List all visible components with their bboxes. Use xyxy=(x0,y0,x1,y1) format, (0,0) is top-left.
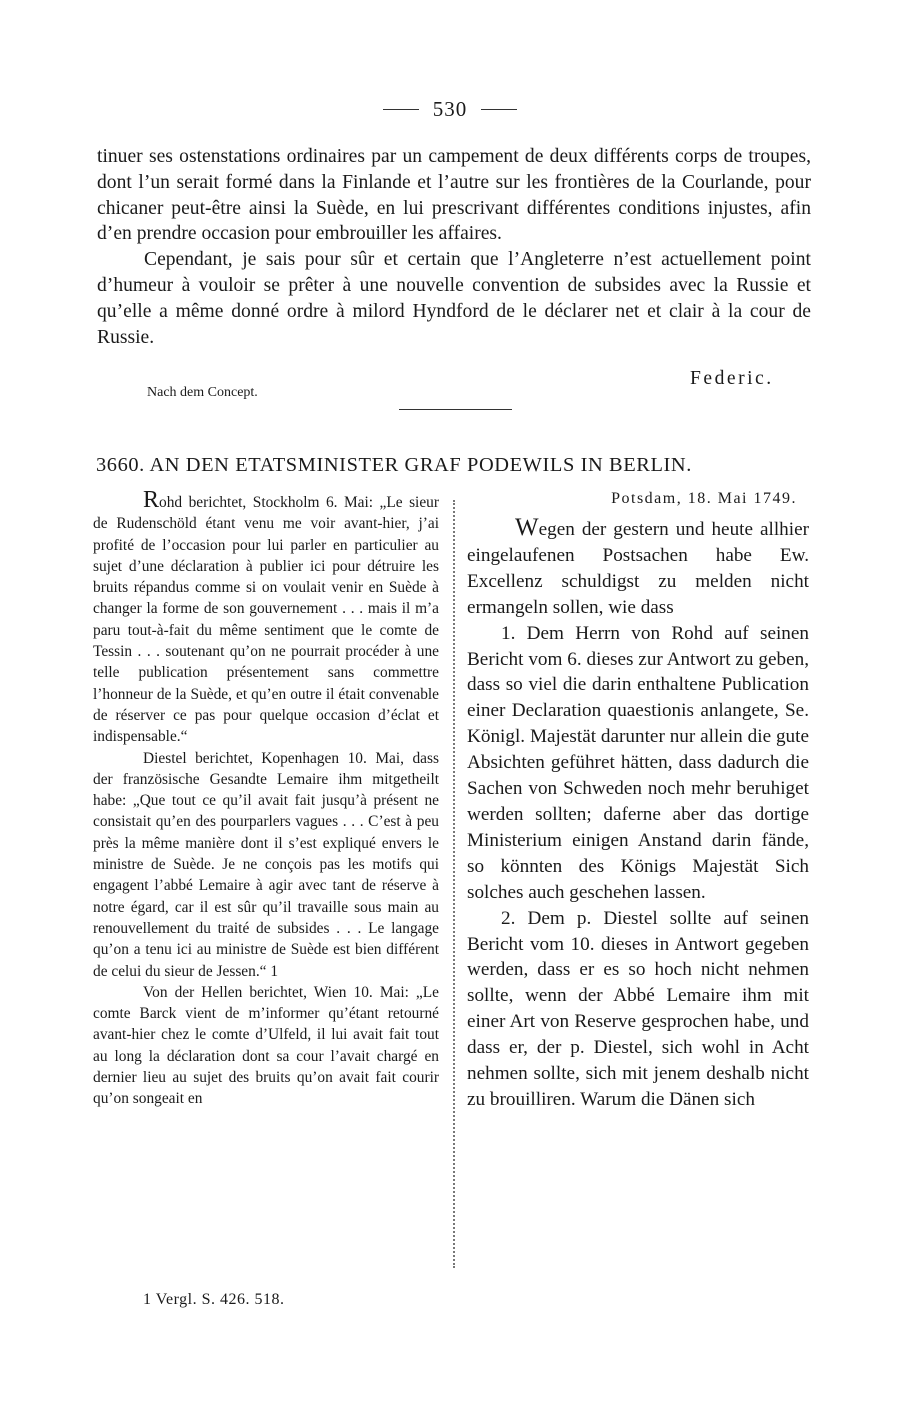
column-divider xyxy=(453,500,455,1268)
header-rule-right xyxy=(481,109,517,110)
initial-letter: R xyxy=(143,487,160,513)
letter-item: 1. Dem Herrn von Rohd auf seinen Bericht vom 6. dieses zur Antwort zu geben, dass so viel die darin enthaltene Publication einer Declaration quaestionis anlangete, Se. Königl. Majestät darunter nur allein die gute Absichten geführet hätten, dass dadurch die Sachen von Schweden noch mehr beruhiget werden sollten; daferne aber das dortige Ministerium einigen Anstand darin fände, so könnten des Königs Majestät Sich solches auch geschehen lassen. xyxy=(467,622,809,903)
header-rule-left xyxy=(383,109,419,110)
footnote: 1 Vergl. S. 426. 518. xyxy=(143,1291,285,1308)
dateline: Potsdam, 18. Mai 1749. xyxy=(611,490,797,507)
report-paragraph: Von der Hellen berichtet, Wien 10. Mai: „Le comte Barck vient de m’informer qu’étant retourné avant-hier chez le comte d’Ulfeld, il lui avait fait tout au long la déclaration dont sa cour l’avait chargé en dernier lieu au sujet des bruits qu’on avait fait courir qu’on songeait en xyxy=(93,983,439,1108)
left-column-reports xyxy=(93,487,439,1110)
report-paragraph: Diestel berichtet, Kopenhagen 10. Mai, dass der französische Gesandte Lemaire ihm mitgetheilt habe: „Que tout ce qu’il avait fait jusqu’à présent ne consistait qu’en des pourparlers vagues . . . C’est à peu près la même manière dont il s’est expliqué envers le ministre de Suède. Je ne conçois pas les motifs qui engagent l’abbé Lemaire à agir avec tant de réserve à notre égard, car il est sûr qu’il travaille sous main au renouvellement du traité de subsides . . . Le langage qu’on a tenu ici au ministre de Suède est bien différent de celui du sieur de Jessen.“ 1 xyxy=(93,749,439,980)
report-paragraph xyxy=(93,487,439,748)
signature: Federic. xyxy=(690,368,774,389)
report-text: ohd berichtet, Stockholm 6. Mai: „Le sieur de Rudenschöld étant venu me voir avant-hier, j’ai profité de l’occasion pour lui parler en particulier au sujet d’une déclaration à publier ici pour détruire les bruits répandus comme si on voulait venir en Suède à changer la forme de son gouvernement . . . mais il m’a paru tout-à-fait du même sentiment que le comte de Tessin . . . soutenant qu’on ne pourrait procéder à une telle publication présentement sans commettre l’honneur de la Suède, et qu’en outre il était convenable de réserver ce pas pour quelque occasion d’éclat et indispensable.“ xyxy=(93,494,439,746)
page-header xyxy=(0,94,900,124)
initial-letter: W xyxy=(515,514,539,541)
page-number: 530 xyxy=(432,96,468,121)
letter-opening xyxy=(467,515,809,621)
right-column-letter xyxy=(467,487,809,1113)
section-separator xyxy=(399,409,512,410)
opening-text: egen der gestern und heute allhier eingelaufenen Postsachen habe Ew. Excellenz schuldigst zu melden nicht ermangeln sollen, wie dass xyxy=(467,519,809,618)
source-note: Nach dem Concept. xyxy=(147,385,258,400)
continued-letter xyxy=(97,144,811,350)
letter-paragraph: Cependant, je sais pour sûr et certain que l’Angleterre n’est actuellement point d’humeur à vouloir se prêter à une nouvelle convention de subsides avec la Russie et qu’elle a même donné ordre à milord Hyndford de le déclarer net et clair à la cour de Russie. xyxy=(97,249,811,348)
letter-paragraph: tinuer ses ostenstations ordinaires par un campement de deux différents corps de troupes, dont l’un serait formé dans la Finlande et l’autre sur les frontières de la Courlande, pour chicaner peut-être ainsi la Suède, en lui prescrivant différentes conditions injustes, afin d’en prendre occasion pour embrouiller les affaires. xyxy=(97,146,811,245)
document-heading: 3660. AN DEN ETATSMINISTER GRAF PODEWILS IN BERLIN. xyxy=(96,454,692,476)
letter-item: 2. Dem p. Diestel sollte auf seinen Bericht vom 10. dieses in Antwort gegeben werden, dass er es so hoch nicht nehmen sollte, wenn der Abbé Lemaire ihm mit einer Art von Reserve gesprochen habe, und dass er, der p. Diestel, sich wohl in Acht nehmen sollte, sich mit jenem deshalb nicht zu brouilliren. Warum die Dänen sich xyxy=(467,907,809,1110)
